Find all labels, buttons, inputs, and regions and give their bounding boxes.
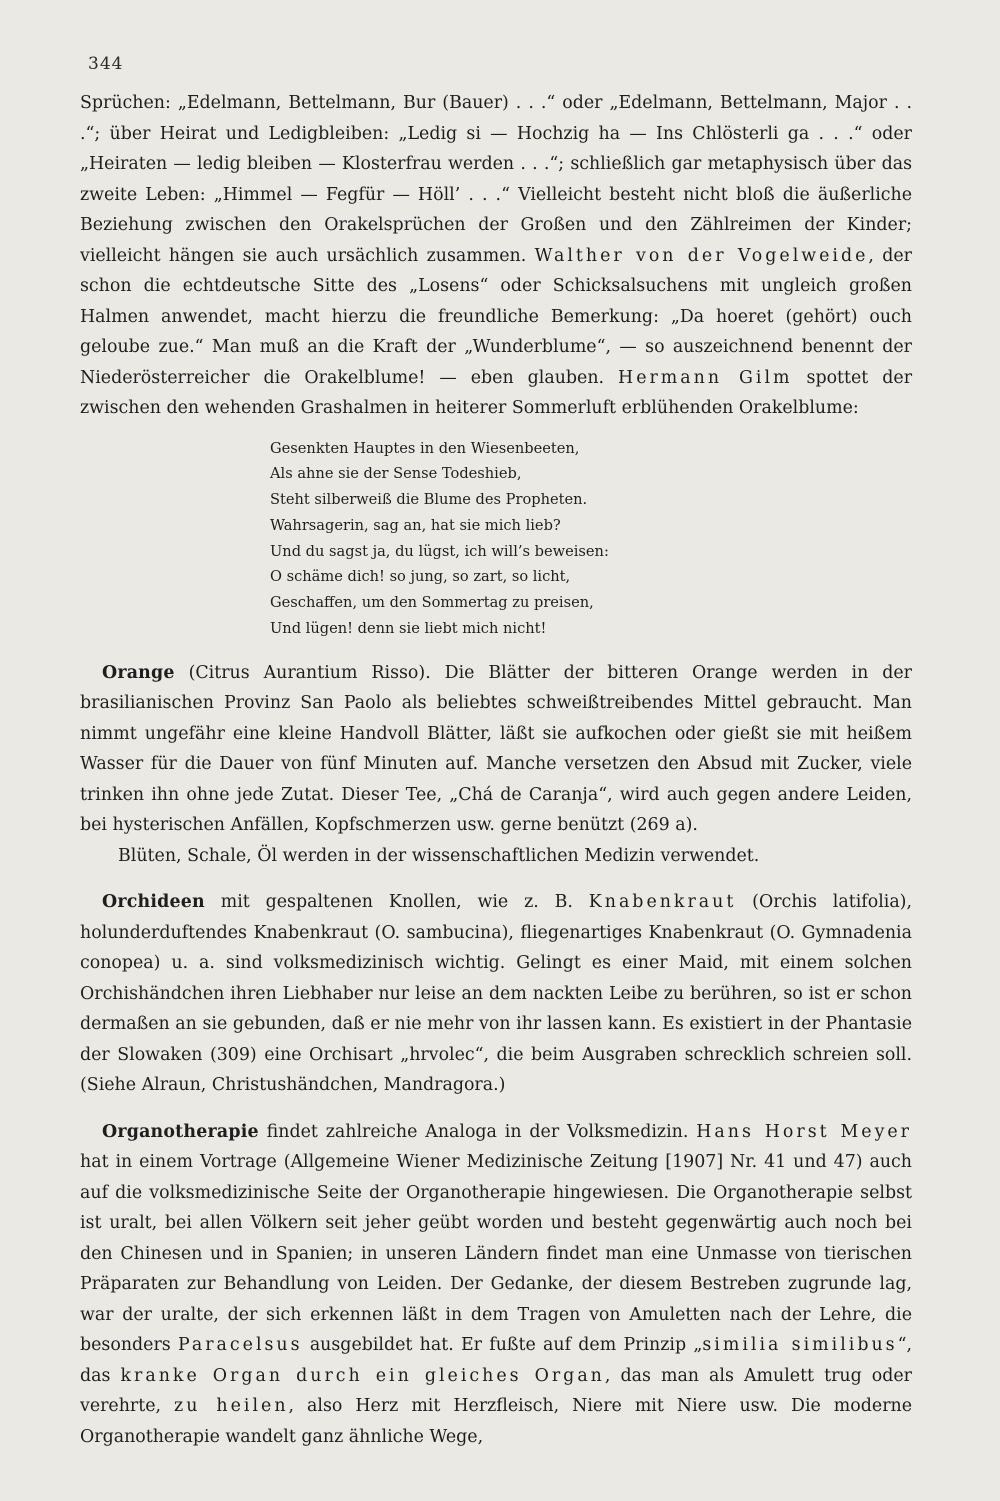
organotherapie-text-2: hat in einem Vortrage (Allgemeine Wiener Medizinische Zeitung [1907] Nr. 41 und 47) auch auf die volksmedizinische Seite der Organotherapie hingewiesen. Die Organotherapie selbst ist uralt, bei allen Völkern seit jeher geübt worden und besteht gegenwärtig auch noch bei den Chinesen und in Spanien; in unseren Ländern findet man eine Unmasse von tierischen Präparaten zur Behandlung von Leiden. Der Gedanke, der diesem Bestreben zugrunde lag, war der uralte, der sich erkennen läßt in dem Tragen von Amuletten nach der Lehre, die besonders (80, 1152, 912, 1356)
page-body (80, 88, 912, 1452)
poem-line: Als ahne sie der Sense Todeshieb, (270, 465, 522, 483)
entry-orchideen (80, 887, 912, 1101)
poem-line: Steht silberweiß die Blume des Propheten. (270, 491, 588, 509)
poem-line: Geschaffen, um den Sommertag zu preisen, (270, 594, 594, 612)
poem-line: Wahrsagerin, sag an, hat sie mich lieb? (270, 516, 561, 534)
intro-text-3: spottet der zwischen den wehenden Grashalmen in heiterer Sommerluft erblühenden Orakelblume: (80, 367, 913, 418)
phrase-similia: similia similibus (702, 1335, 898, 1356)
orange-paragraph-2 (80, 841, 912, 872)
orchideen-text-2: (Orchis latifolia), holunderduftendes Knabenkraut (O. sambucina), fliegenartiges Knabenkraut (O. Gymnadenia conopea) u. a. sind volksmedizinisch wichtig. Gelingt es einer Maid, mit einem solchen Orchishändchen ihren Liebhaber nur leise an dem nackten Leibe zu berühren, so ist er schon dermaßen an sie gebunden, daß er nie mehr von ihr lassen kann. Es existiert in der Phantasie der Slowaken (309) eine Orchisart „hrvolec“, die beim Ausgraben schrecklich schreien soll. (Siehe Alraun, Christushändchen, Mandragora.) (80, 892, 912, 1096)
intro-text: Sprüchen: „Edelmann, Bettelmann, Bur (Bauer) . . .“ oder „Edelmann, Bettelmann, Major . . .“; über Heirat und Ledigbleiben: „Ledig si — Hochzig ha — Ins Chlösterli ga . . .“ oder „Heiraten — ledig bleiben — Klosterfrau werden . . .“; schließlich gar metaphysisch über das zweite Leben: „Himmel — Fegfür — Höll’ . . .“ Vielleicht besteht nicht bloß die äußerliche Beziehung zwischen den Orakelsprüchen der Großen und den Zählreimen der Kinder; vielleicht hängen sie auch ursächlich zusammen. (80, 93, 912, 266)
name-meyer: Hans Horst Meyer (696, 1121, 912, 1142)
organotherapie-text-6: , also Herz mit Herzfleisch, Niere mit Niere usw. Die moderne Organotherapie wandelt ganz ähnliche Wege, (80, 1396, 912, 1447)
organotherapie-text-3: ausgebildet hat. Er fußte auf dem Prinzip „ (302, 1335, 703, 1356)
intro-paragraph (80, 88, 912, 424)
poem-line: O schäme dich! so jung, so zart, so licht, (270, 568, 571, 586)
orange-text-2: Blüten, Schale, Öl werden in der wissenschaftlichen Medizin verwendet. (118, 845, 760, 866)
page-number: 344 (88, 54, 124, 74)
organotherapie-text-5: , das man als Amulett trug oder verehrte, (80, 1365, 912, 1417)
headword-organotherapie: Organotherapie (102, 1121, 259, 1142)
entry-orange (80, 658, 912, 841)
orange-text: (Citrus Aurantium Risso). Die Blätter der bitteren Orange werden in der brasilianischen Provinz San Paolo als beliebtes schweißtreibendes Mittel gebraucht. Man nimmt ungefähr eine kleine Handvoll Blätter, läßt sie aufkochen oder gießt sie mit heißem Wasser für die Dauer von fünf Minuten auf. Manche versetzen den Absud mit Zucker, viele trinken ihn ohne jede Zutat. Dieser Tee, „Chá de Caranja“, wird auch gegen andere Leiden, bei hysterischen Anfällen, Kopfschmerzen usw. gerne benützt (269 a). (80, 662, 912, 836)
name-walther: Walther von der Vogelweide (534, 245, 869, 266)
organotherapie-text-4: “, das (80, 1335, 913, 1386)
term-knabenkraut: Knabenkraut (588, 892, 737, 913)
name-gilm: Hermann Gilm (618, 367, 793, 388)
entry-organotherapie (80, 1117, 912, 1453)
poem-line: Und lügen! denn sie liebt mich nicht! (270, 620, 547, 638)
poem (270, 436, 912, 642)
phrase-organ: kranke Organ durch ein gleiches Organ (120, 1365, 605, 1386)
headword-orchideen: Orchideen (102, 892, 205, 913)
poem-line: Gesenkten Hauptes in den Wiesenbeeten, (270, 439, 580, 457)
intro-text-2: , der schon die echtdeutsche Sitte des „Losens“ oder Schicksalsuchens mit ungleich großen Halmen anwendet, macht hierzu die freundliche Bemerkung: „Da hoeret (gehört) ouch geloube zue.“ Man muß an die Kraft der „Wunderblume“, — so auszeichnend benennt der Niederösterreicher die Orakelblume! — eben glauben. (80, 245, 912, 388)
name-paracelsus: Paracelsus (177, 1335, 303, 1356)
organotherapie-text: findet zahlreiche Analoga in der Volksmedizin. (258, 1121, 697, 1142)
poem-line: Und du sagst ja, du lügst, ich will’s beweisen: (270, 542, 609, 560)
orchideen-text: mit gespaltenen Knollen, wie z. B. (204, 892, 589, 913)
phrase-heilen: zu heilen (174, 1396, 289, 1417)
headword-orange: Orange (102, 662, 175, 683)
